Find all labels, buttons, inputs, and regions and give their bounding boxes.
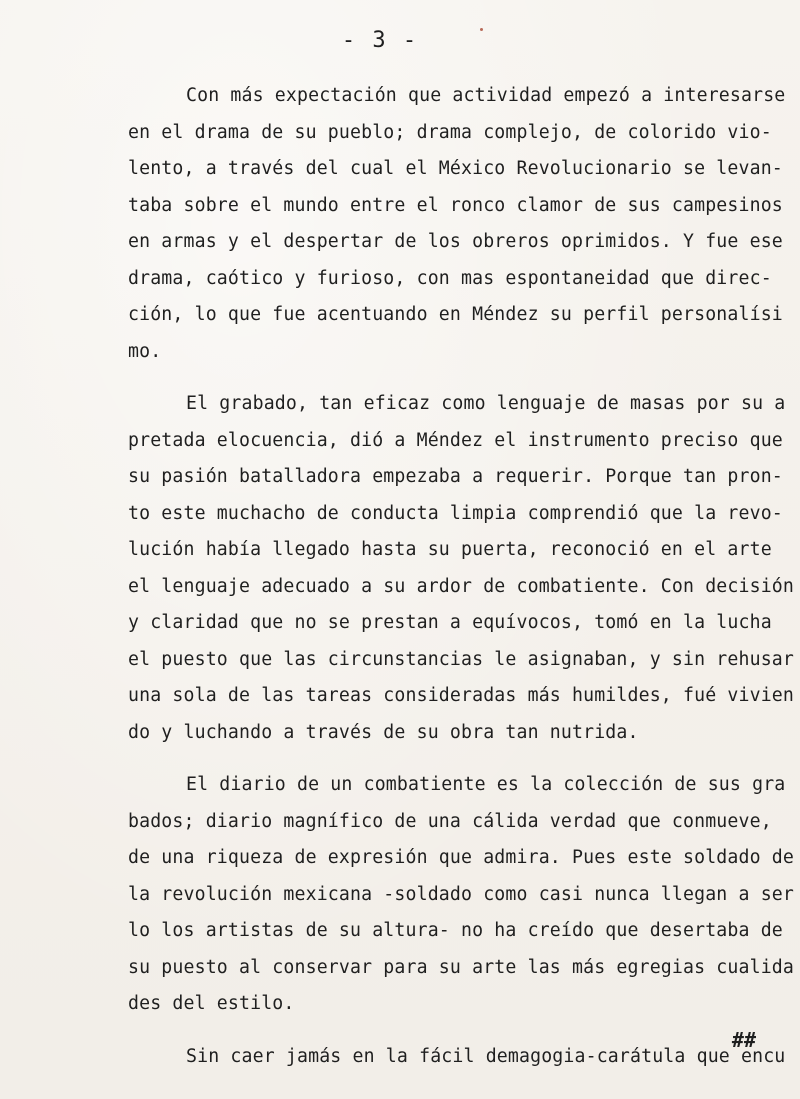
paragraph-1 [128,78,786,370]
text-line: el lenguaje adecuado a su ardor de combatiente. Con decisión [128,575,794,597]
text-line: to este muchacho de conducta limpia comprendió que la revo- [128,502,783,524]
text-line: de una riqueza de expresión que admira. Pues este soldado de [128,847,794,868]
text-line: Sin caer jamás en la fácil demagogia-carátula que encu [186,1045,786,1067]
text-line: el puesto que las circunstancias le asignaban, y sin rehusar [128,648,794,670]
text-line: pretada elocuencia, dió a Méndez el instrumento preciso que [128,429,783,451]
text-line: y claridad que no se prestan a equívocos, tomó en la lucha [128,612,772,633]
text-line: El grabado, tan eficaz como lenguaje de masas por su a [186,393,786,414]
paragraph-4 [128,1039,786,1076]
text-line: des del estilo. [128,993,295,1014]
text-line: El diario de un combatiente es la colección de sus gra [186,774,786,795]
text-line: Con más expectación que actividad empezó a interesarse [186,85,786,106]
text-line: bados; diario magnífico de una cálida verdad que conmueve, [128,810,772,832]
text-line: drama, caótico y furioso, con mas espontaneidad que direc- [128,267,772,289]
text-line: la revolución mexicana -soldado como casi nunca llegan a ser [128,883,794,905]
text-line: en armas y el despertar de los obreros oprimidos. Y fue ese [128,231,783,252]
text-line: en el drama de su pueblo; drama complejo, de colorido vio- [128,121,772,143]
page-number: - 3 - [341,28,419,53]
paragraph-2 [128,386,794,751]
text-line: una sola de las tareas consideradas más humildes, fué vivien [128,685,794,706]
text-line: ción, lo que fue acentuando en Méndez su perfil personalísi [128,304,783,325]
text-line: su pasión batalladora empezaba a requerir. Porque tan pron- [128,466,783,487]
text-line: do y luchando a través de su obra tan nutrida. [128,721,639,743]
document-body [128,78,794,1075]
end-mark: ## [731,1028,756,1052]
text-line: su puesto al conservar para su arte las más egregias cualida [128,956,794,978]
text-line: lento, a través del cual el México Revolucionario se levan- [128,158,783,179]
paragraph-3 [128,767,794,1023]
text-line: mo. [128,340,162,362]
text-line: taba sobre el mundo entre el ronco clamor de sus campesinos [128,194,783,216]
text-line: lo los artistas de su altura- no ha creído que desertaba de [128,920,783,941]
text-line: lución había llegado hasta su puerta, reconoció en el arte [128,539,772,560]
